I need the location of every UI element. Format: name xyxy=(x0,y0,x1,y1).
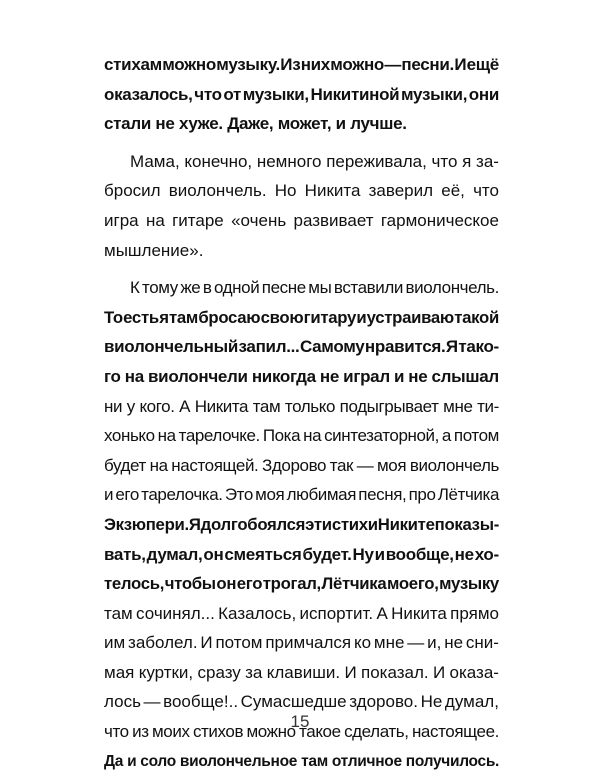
text-line: им заболел. И потом примчался ко мне — и, не сни- xyxy=(104,633,499,653)
text-line: лось — вообще!.. Сумасшедше здорово. Не думал, xyxy=(104,692,499,712)
text-line: виолончельный запил... Самому нравится. Я тако- xyxy=(104,337,499,357)
paragraph-1 xyxy=(104,50,499,139)
text-line: хонько на тарелочке. Пока на синтезаторной, а потом xyxy=(104,426,499,446)
text-line: бросил виолончель. Но Никита заверил её, что xyxy=(104,181,499,201)
text-line: Да и соло виолончельное там отличное получилось. xyxy=(104,752,500,770)
text-line: вать, думал, он смеяться будет. Ну и вообще, не хо- xyxy=(104,544,499,564)
text-line: Экзюпери. Я долго боялся эти стихи Никите показы- xyxy=(104,514,499,534)
text-line: ни у кого. А Никита там только подыгрывает мне ти- xyxy=(104,396,499,416)
text-line: мая куртки, сразу за клавиши. И показал. И оказа- xyxy=(104,662,499,682)
text-line: стихам можно музыку. Из них можно — песни. И ещё xyxy=(104,55,499,74)
text-line: стали не хуже. Даже, может, и лучше. xyxy=(104,114,407,134)
text-line: что из моих стихов можно такое сделать, настоящее. xyxy=(104,722,499,742)
text-line: мышление». xyxy=(104,240,204,260)
paragraph-2 xyxy=(104,147,499,265)
text-line: Мама, конечно, немного переживала, что я за- xyxy=(130,151,499,171)
text-line: будет на настоящей. Здорово так — моя виолончель xyxy=(104,455,499,475)
text-line: оказалось, что от музыки, Никитиной музыки, они xyxy=(104,84,499,104)
text-line: телось, чтобы он его трогал, Лётчика моего, музыку xyxy=(104,574,499,594)
text-line: го на виолончели никогда не играл и не слышал xyxy=(104,366,499,386)
text-line: и его тарелочка. Это моя любимая песня, про Лётчика xyxy=(104,485,499,505)
paragraph-3 xyxy=(104,273,499,776)
text-line: игра на гитаре «очень развивает гармоническое xyxy=(104,210,499,230)
body-text xyxy=(104,50,499,776)
text-line: То есть я там бросаю свою гитару и устраиваю такой xyxy=(104,307,499,327)
text-line: там сочинял... Казалось, испортит. А Никита прямо xyxy=(104,603,499,623)
text-line: К тому же в одной песне мы вставили виолончель. xyxy=(130,278,499,298)
page-number: 15 xyxy=(290,712,310,731)
